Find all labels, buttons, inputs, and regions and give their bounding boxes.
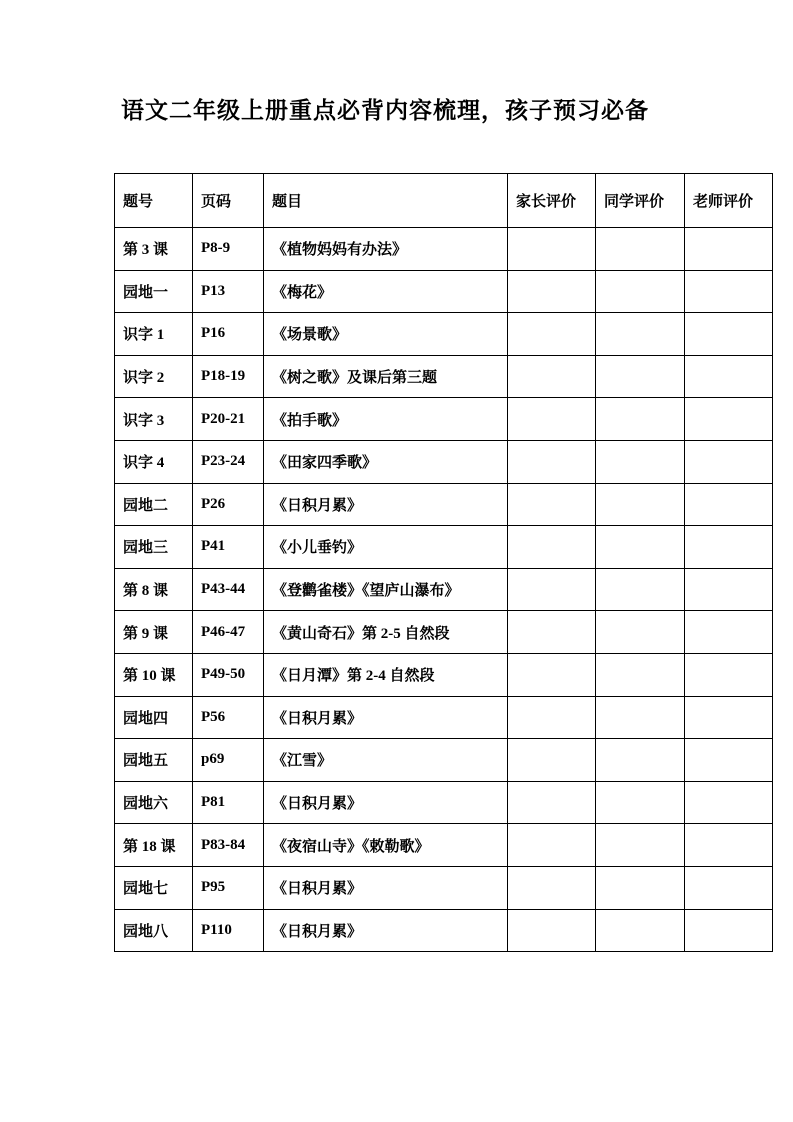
cell-topic: 《江雪》 bbox=[264, 739, 508, 782]
cell-topic: 《田家四季歌》 bbox=[264, 440, 508, 483]
cell-parent-eval bbox=[508, 313, 596, 356]
cell-page-number: P49-50 bbox=[193, 653, 264, 696]
table-body bbox=[115, 228, 773, 952]
cell-page-number: P26 bbox=[193, 483, 264, 526]
cell-topic: 《小儿垂钓》 bbox=[264, 526, 508, 569]
table-row bbox=[115, 483, 773, 526]
table-row bbox=[115, 653, 773, 696]
cell-page-number: P110 bbox=[193, 909, 264, 952]
cell-page-number: P41 bbox=[193, 526, 264, 569]
cell-topic: 《登鹳雀楼》《望庐山瀑布》 bbox=[264, 568, 508, 611]
cell-parent-eval bbox=[508, 824, 596, 867]
cell-parent-eval bbox=[508, 568, 596, 611]
cell-teacher-eval bbox=[685, 398, 773, 441]
table-header-row bbox=[115, 174, 773, 228]
cell-classmate-eval bbox=[596, 440, 685, 483]
cell-topic: 《树之歌》及课后第三题 bbox=[264, 355, 508, 398]
cell-parent-eval bbox=[508, 270, 596, 313]
cell-classmate-eval bbox=[596, 866, 685, 909]
cell-question-number: 园地四 bbox=[115, 696, 193, 739]
table-row bbox=[115, 824, 773, 867]
cell-question-number: 第 18 课 bbox=[115, 824, 193, 867]
cell-question-number: 识字 4 bbox=[115, 440, 193, 483]
cell-teacher-eval bbox=[685, 483, 773, 526]
table-row bbox=[115, 526, 773, 569]
column-header: 题目 bbox=[264, 174, 508, 228]
cell-parent-eval bbox=[508, 781, 596, 824]
cell-page-number: P46-47 bbox=[193, 611, 264, 654]
cell-page-number: P83-84 bbox=[193, 824, 264, 867]
cell-question-number: 识字 1 bbox=[115, 313, 193, 356]
cell-page-number: p69 bbox=[193, 739, 264, 782]
cell-parent-eval bbox=[508, 526, 596, 569]
cell-classmate-eval bbox=[596, 611, 685, 654]
cell-classmate-eval bbox=[596, 526, 685, 569]
cell-classmate-eval bbox=[596, 653, 685, 696]
cell-page-number: P56 bbox=[193, 696, 264, 739]
column-header: 题号 bbox=[115, 174, 193, 228]
cell-teacher-eval bbox=[685, 909, 773, 952]
cell-teacher-eval bbox=[685, 440, 773, 483]
table-row bbox=[115, 440, 773, 483]
cell-parent-eval bbox=[508, 398, 596, 441]
cell-page-number: P95 bbox=[193, 866, 264, 909]
cell-question-number: 园地六 bbox=[115, 781, 193, 824]
cell-teacher-eval bbox=[685, 653, 773, 696]
cell-parent-eval bbox=[508, 611, 596, 654]
cell-classmate-eval bbox=[596, 313, 685, 356]
cell-question-number: 园地二 bbox=[115, 483, 193, 526]
cell-question-number: 园地三 bbox=[115, 526, 193, 569]
cell-teacher-eval bbox=[685, 228, 773, 271]
table-row bbox=[115, 696, 773, 739]
cell-topic: 《日积月累》 bbox=[264, 696, 508, 739]
cell-parent-eval bbox=[508, 653, 596, 696]
cell-topic: 《黄山奇石》第 2-5 自然段 bbox=[264, 611, 508, 654]
column-header: 家长评价 bbox=[508, 174, 596, 228]
cell-page-number: P81 bbox=[193, 781, 264, 824]
cell-question-number: 园地七 bbox=[115, 866, 193, 909]
document-title: 语文二年级上册重点必背内容梳理，孩子预习必备 bbox=[121, 98, 649, 123]
cell-question-number: 第 9 课 bbox=[115, 611, 193, 654]
cell-teacher-eval bbox=[685, 568, 773, 611]
cell-teacher-eval bbox=[685, 313, 773, 356]
cell-parent-eval bbox=[508, 739, 596, 782]
table-row bbox=[115, 611, 773, 654]
cell-teacher-eval bbox=[685, 270, 773, 313]
column-header: 页码 bbox=[193, 174, 264, 228]
column-header: 同学评价 bbox=[596, 174, 685, 228]
cell-classmate-eval bbox=[596, 228, 685, 271]
cell-topic: 《场景歌》 bbox=[264, 313, 508, 356]
cell-question-number: 园地五 bbox=[115, 739, 193, 782]
table-row bbox=[115, 909, 773, 952]
cell-topic: 《日积月累》 bbox=[264, 909, 508, 952]
cell-page-number: P16 bbox=[193, 313, 264, 356]
cell-parent-eval bbox=[508, 228, 596, 271]
study-table bbox=[114, 173, 773, 952]
cell-question-number: 第 8 课 bbox=[115, 568, 193, 611]
cell-topic: 《梅花》 bbox=[264, 270, 508, 313]
table-row bbox=[115, 568, 773, 611]
cell-teacher-eval bbox=[685, 781, 773, 824]
cell-classmate-eval bbox=[596, 398, 685, 441]
table-row bbox=[115, 228, 773, 271]
cell-page-number: P23-24 bbox=[193, 440, 264, 483]
cell-question-number: 识字 3 bbox=[115, 398, 193, 441]
cell-teacher-eval bbox=[685, 611, 773, 654]
cell-classmate-eval bbox=[596, 781, 685, 824]
cell-classmate-eval bbox=[596, 909, 685, 952]
cell-parent-eval bbox=[508, 355, 596, 398]
cell-teacher-eval bbox=[685, 696, 773, 739]
cell-parent-eval bbox=[508, 696, 596, 739]
cell-page-number: P43-44 bbox=[193, 568, 264, 611]
cell-topic: 《拍手歌》 bbox=[264, 398, 508, 441]
table-row bbox=[115, 781, 773, 824]
cell-topic: 《日积月累》 bbox=[264, 483, 508, 526]
table-row bbox=[115, 739, 773, 782]
table-row bbox=[115, 866, 773, 909]
cell-topic: 《植物妈妈有办法》 bbox=[264, 228, 508, 271]
cell-topic: 《日积月累》 bbox=[264, 866, 508, 909]
cell-classmate-eval bbox=[596, 355, 685, 398]
cell-topic: 《日积月累》 bbox=[264, 781, 508, 824]
cell-question-number: 园地八 bbox=[115, 909, 193, 952]
cell-teacher-eval bbox=[685, 866, 773, 909]
cell-teacher-eval bbox=[685, 526, 773, 569]
cell-page-number: P20-21 bbox=[193, 398, 264, 441]
cell-classmate-eval bbox=[596, 483, 685, 526]
cell-question-number: 园地一 bbox=[115, 270, 193, 313]
cell-page-number: P18-19 bbox=[193, 355, 264, 398]
cell-classmate-eval bbox=[596, 568, 685, 611]
cell-parent-eval bbox=[508, 440, 596, 483]
cell-parent-eval bbox=[508, 909, 596, 952]
cell-question-number: 第 3 课 bbox=[115, 228, 193, 271]
table-row bbox=[115, 270, 773, 313]
cell-parent-eval bbox=[508, 866, 596, 909]
cell-topic: 《夜宿山寺》《敕勒歌》 bbox=[264, 824, 508, 867]
cell-question-number: 第 10 课 bbox=[115, 653, 193, 696]
cell-page-number: P13 bbox=[193, 270, 264, 313]
cell-classmate-eval bbox=[596, 270, 685, 313]
table-row bbox=[115, 313, 773, 356]
cell-page-number: P8-9 bbox=[193, 228, 264, 271]
table-row bbox=[115, 398, 773, 441]
cell-parent-eval bbox=[508, 483, 596, 526]
cell-topic: 《日月潭》第 2-4 自然段 bbox=[264, 653, 508, 696]
cell-teacher-eval bbox=[685, 824, 773, 867]
table-row bbox=[115, 355, 773, 398]
cell-classmate-eval bbox=[596, 739, 685, 782]
column-header: 老师评价 bbox=[685, 174, 773, 228]
cell-classmate-eval bbox=[596, 696, 685, 739]
cell-teacher-eval bbox=[685, 355, 773, 398]
cell-classmate-eval bbox=[596, 824, 685, 867]
cell-question-number: 识字 2 bbox=[115, 355, 193, 398]
cell-teacher-eval bbox=[685, 739, 773, 782]
